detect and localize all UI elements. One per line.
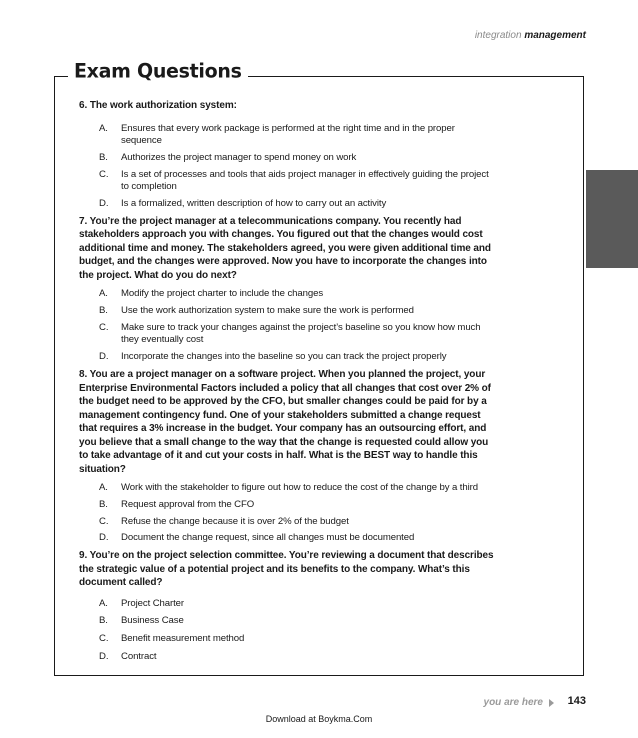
running-head-topic: management <box>524 30 586 41</box>
answer-text: Authorizes the project manager to spend money on work <box>121 151 357 163</box>
section-title: Exam Questions <box>68 59 248 82</box>
answer-option <box>99 322 499 347</box>
question-block <box>79 549 499 663</box>
answer-letter: C. <box>99 633 109 645</box>
answer-text: Benefit measurement method <box>121 633 245 645</box>
answer-letter: D. <box>99 651 109 662</box>
answer-text: Modify the project charter to include the changes <box>121 288 324 300</box>
answer-option <box>99 123 499 148</box>
running-head-chapter: integration <box>474 30 522 41</box>
answer-option <box>99 351 499 364</box>
you-are-here-label: you are here <box>483 697 543 708</box>
answer-option <box>99 516 499 529</box>
answer-text: Ensures that every work package is performed at the right time and in the proper sequence <box>121 122 455 147</box>
answer-letter: D. <box>99 198 109 210</box>
answer-list <box>79 288 499 364</box>
answer-text: Refuse the change because it is over 2% of the budget <box>121 515 349 527</box>
question-text: 6. The work authorization system: <box>79 100 237 111</box>
answer-option <box>99 169 499 194</box>
answer-list <box>79 123 499 211</box>
question-text: 9. You’re on the project selection committee. You’re reviewing a document that describes the strategic value of a potential project and its benefits to the company. What’s this document called? <box>79 550 494 589</box>
running-head <box>475 30 586 41</box>
question-text: 7. You’re the project manager at a telecommunications company. You recently had stakeholders approach you with changes. You figured out that the changes would cost additional time and money. The stakeholders agreed, you were given additional time and budget, and the changes were approved. Now you have to incorporate the changes into the project. What do you do next? <box>79 215 491 281</box>
answer-letter: B. <box>99 151 108 163</box>
answer-letter: A. <box>99 122 108 134</box>
answer-text: Is a set of processes and tools that aids project manager in effectively guiding the project to completion <box>121 168 489 193</box>
answer-text: Is a formalized, written description of how to carry out an activity <box>121 198 387 210</box>
answer-list <box>79 482 499 545</box>
page-number: 143 <box>567 695 586 707</box>
answer-letter: A. <box>99 482 108 494</box>
answer-option <box>99 615 499 628</box>
answer-option <box>99 598 499 611</box>
question-block <box>79 368 499 545</box>
answer-letter: C. <box>99 321 109 333</box>
question-text: 8. You are a project manager on a software project. When you planned the project, your Enterprise Environmental Factors included a policy that all changes that cost over 2% of the budget need to be approved by the CFO, but smaller changes could be paid for by a management contingency fund. One of your stakeholders submitted a change request that requires a 3% increase in the budget. Your company has an outsourcing effort, and you believe that a small change to the way that the change is requested could allow you to take advantage of it and cut your costs in half. What is the BEST way to handle this situation? <box>79 369 491 475</box>
answer-option <box>99 288 499 301</box>
answer-letter: A. <box>99 288 108 300</box>
answer-letter: A. <box>99 597 108 609</box>
answer-text: Project Charter <box>121 597 185 609</box>
answer-letter: B. <box>99 498 108 510</box>
answer-option <box>99 482 499 495</box>
download-note: Download at Boykma.Com <box>265 714 373 724</box>
answer-letter: B. <box>99 615 108 627</box>
answer-option <box>99 198 499 211</box>
answer-text: Request approval from the CFO <box>121 498 255 510</box>
answer-option <box>99 152 499 165</box>
answer-letter: D. <box>99 532 109 544</box>
answer-text: Use the work authorization system to make sure the work is performed <box>121 305 414 317</box>
answer-letter: C. <box>99 168 109 180</box>
answer-letter: C. <box>99 515 109 527</box>
answer-text: Make sure to track your changes against the project’s baseline so you know how much they eventually cost <box>121 321 481 346</box>
answer-text: Work with the stakeholder to figure out how to reduce the cost of the change by a third <box>121 482 478 494</box>
answer-option <box>99 499 499 512</box>
answer-letter: D. <box>99 351 109 363</box>
question-block <box>79 99 499 211</box>
answer-text: Document the change request, since all changes must be documented <box>121 532 415 544</box>
answer-option <box>99 305 499 318</box>
question-block <box>79 215 499 364</box>
answer-text: Business Case <box>121 615 184 627</box>
answer-letter: B. <box>99 305 108 317</box>
questions-list <box>79 99 499 669</box>
answer-option <box>99 651 499 664</box>
chapter-thumb-tab <box>586 170 638 268</box>
answer-option <box>99 633 499 646</box>
answer-text: Contract <box>121 651 157 662</box>
answer-list <box>79 598 499 664</box>
triangle-right-icon <box>549 699 554 707</box>
answer-text: Incorporate the changes into the baseline so you can track the project properly <box>121 351 447 363</box>
answer-option <box>99 532 499 545</box>
